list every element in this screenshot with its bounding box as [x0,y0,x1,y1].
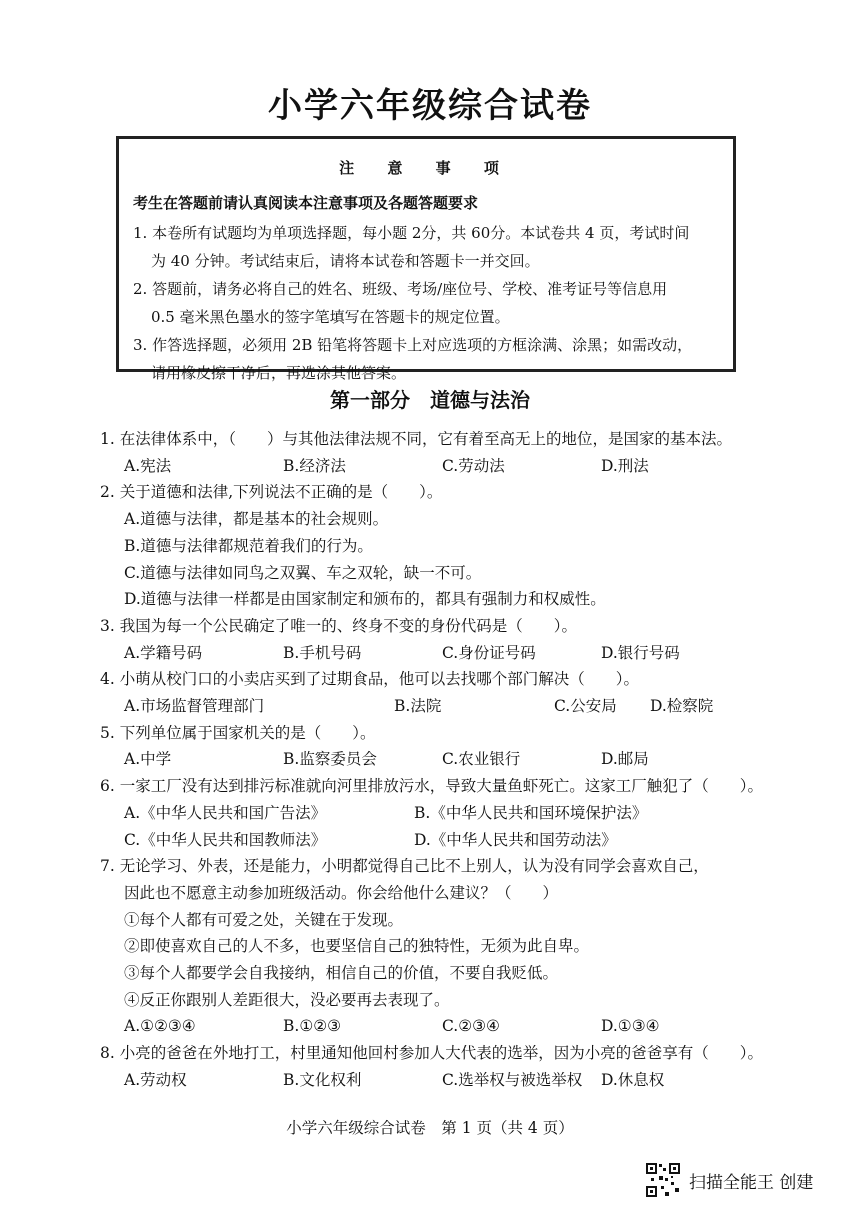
option-c: C.身份证号码 [442,643,536,662]
scanner-watermark [645,1162,813,1198]
notice-item: 2. 答题前，请务必将自己的姓名、班级、考场/座位号、学校、准考证号等信息用 [133,280,668,298]
notice-intro: 考生在答题前请认真阅读本注意事项及各题答题要求 [133,194,479,212]
option-row [100,453,760,480]
notice-item: 为 40 分钟。考试结束后，请将本试卷和答题卡一并交回。 [151,252,540,270]
option-a: A.①②③④ [124,1017,196,1036]
question-2 [100,479,760,613]
option-d: D.①③④ [601,1017,660,1036]
option-a: A.中学 [124,750,172,769]
option-b: B.①②③ [283,1017,342,1036]
question-3 [100,613,760,666]
notice-box [116,136,736,382]
question-6 [100,773,763,853]
section-title: 第一部分 道德与法治 [330,388,530,412]
notice-heading: 注 意 事 项 [339,159,513,177]
question-stem: 5. 下列单位属于国家机关的是（ ）。 [100,723,376,742]
scanner-label: 扫描全能王 创建 [689,1172,814,1193]
option-row [100,746,760,773]
question-stem: 2. 关于道德和法律,下列说法不正确的是（ ）。 [100,483,443,502]
notice-item: 3. 作答选择题，必须用 2B 铅笔将答题卡上对应选项的方框涂满、涂黑；如需改动， [133,336,693,354]
option-c: C.②③④ [442,1017,500,1036]
option-c: C.道德与法律如同鸟之双翼、车之双轮，缺一不可。 [124,563,482,582]
notice-item: 1. 本卷所有试题均为单项选择题，每小题 2分，共 60分。本试卷共 4 页，考试时间 [133,224,690,242]
statement-4: ④反正你跟别人差距很大，没必要再去表现了。 [124,990,450,1009]
option-a: A.学籍号码 [124,643,203,662]
option-d: D.银行号码 [601,643,680,662]
option-row [100,800,760,827]
option-row [100,693,760,720]
option-b: B.文化权利 [283,1070,362,1089]
option-a: A.市场监督管理部门 [124,697,265,716]
question-8 [100,1040,763,1093]
option-d: D.道德与法律一样都是由国家制定和颁布的，都具有强制力和权威性。 [124,590,606,609]
option-d: D.邮局 [601,750,649,769]
statement-3: ③每个人都要学会自我接纳，相信自己的价值，不要自我贬低。 [124,964,559,983]
question-stem: 7. 无论学习、外表，还是能力，小明都觉得自己比不上别人，认为没有同学会喜欢自己， [100,857,709,876]
option-d: D.检察院 [650,697,714,716]
statement-2: ②即使喜欢自己的人不多，也要坚信自己的独特性，无须为此自卑。 [124,937,590,956]
option-b: B.经济法 [283,456,346,475]
question-1 [100,426,760,479]
question-list [100,426,763,1094]
question-4 [100,666,760,719]
question-stem: 6. 一家工厂没有达到排污标准就向河里排放污水，导致大量鱼虾死亡。这家工厂触犯了（ ）。 [100,777,763,796]
statement-1: ①每个人都有可爱之处，关键在于发现。 [124,910,404,929]
option-c: C.劳动法 [442,456,505,475]
question-7 [100,853,760,1040]
option-a: A.宪法 [124,456,172,475]
option-b: B.法院 [394,697,442,716]
option-d: D.刑法 [601,456,649,475]
notice-item: 请用橡皮擦干净后，再选涂其他答案。 [151,364,407,382]
option-b: B.监察委员会 [283,750,377,769]
option-d: D.休息权 [601,1070,665,1089]
option-a: A.劳动权 [124,1070,187,1089]
option-c: C.公安局 [554,697,617,716]
option-row [100,640,760,667]
option-d: D.《中华人民共和国劳动法》 [414,830,617,849]
option-b: B.手机号码 [283,643,362,662]
qr-code-icon [645,1162,681,1198]
question-stem: 3. 我国为每一个公民确定了唯一的、终身不变的身份代码是（ ）。 [100,616,577,635]
option-a: A.道德与法律，都是基本的社会规则。 [124,510,389,529]
option-b: B.《中华人民共和国环境保护法》 [414,803,648,822]
question-5 [100,720,760,773]
question-stem: 1. 在法律体系中，（ ）与其他法律法规不同，它有着至高无上的地位，是国家的基本法。 [100,430,732,448]
notice-item: 0.5 毫米黑色墨水的签字笔填写在答题卡的规定位置。 [151,308,510,326]
option-row [100,827,760,854]
question-stem: 4. 小萌从校门口的小卖店买到了过期食品，他可以去找哪个部门解决（ ）。 [100,670,639,689]
option-row [100,1067,760,1094]
question-stem: 8. 小亮的爸爸在外地打工，村里通知他回村参加人大代表的选举，因为小亮的爸爸享有（ ）。 [100,1044,763,1063]
question-stem-continued: 因此也不愿意主动参加班级活动。你会给他什么建议？（ ） [124,883,559,902]
option-c: C.选举权与被选举权 [442,1070,583,1089]
option-b: B.道德与法律都规范着我们的行为。 [124,536,373,555]
page-title: 小学六年级综合试卷 [268,86,592,126]
option-c: C.农业银行 [442,750,521,769]
page-footer: 小学六年级综合试卷 第 1 页（共 4 页） [286,1119,574,1137]
option-c: C.《中华人民共和国教师法》 [124,830,327,849]
option-a: A.《中华人民共和国广告法》 [124,803,327,822]
option-row [100,1013,760,1040]
